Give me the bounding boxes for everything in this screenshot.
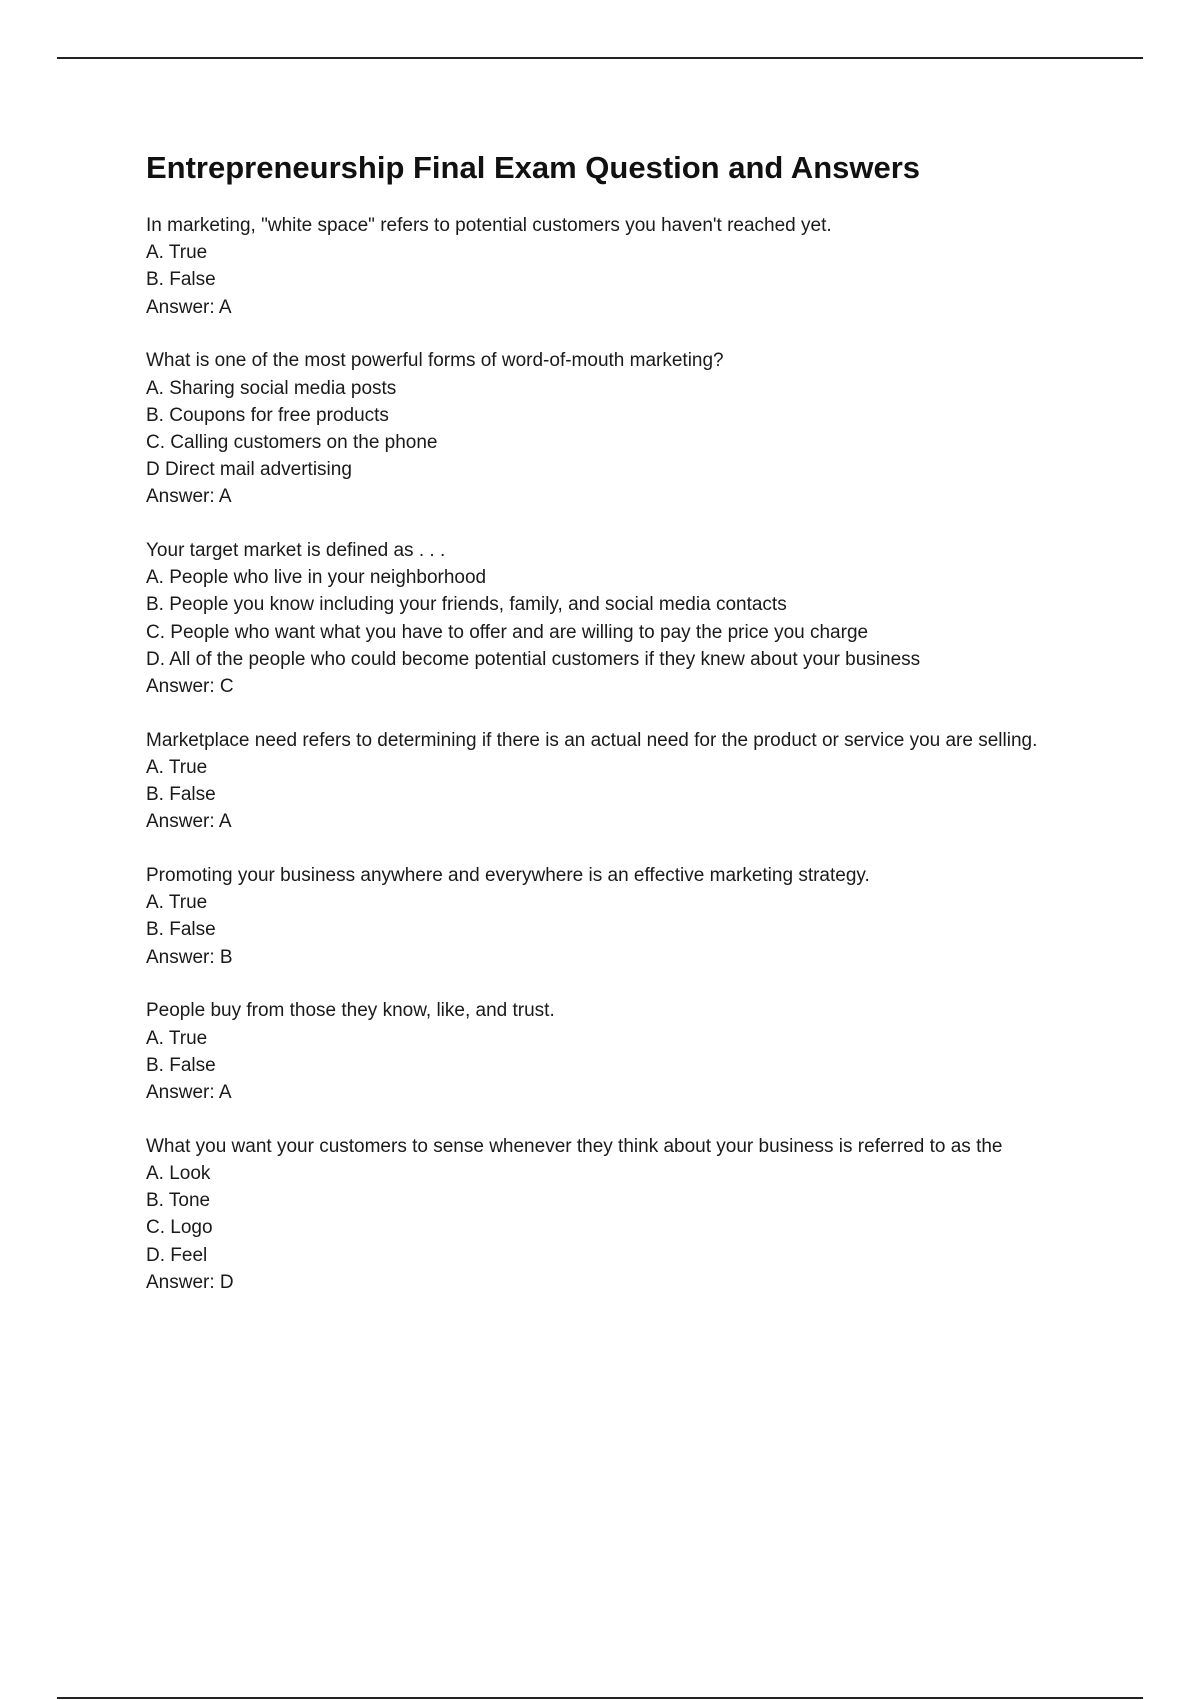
option: B. Coupons for free products — [146, 404, 389, 426]
option: A. True — [146, 892, 208, 914]
answer: Answer: A — [146, 1081, 232, 1103]
option: B. False — [146, 919, 216, 941]
option: A. True — [146, 1027, 208, 1049]
answer: Answer: B — [146, 946, 233, 968]
answer: Answer: A — [146, 811, 232, 833]
option: B. False — [146, 784, 216, 806]
question-text: What is one of the most powerful forms of word-of-mouth marketing? — [146, 350, 724, 372]
page-title: Entrepreneurship Final Exam Question and Answers — [146, 150, 921, 185]
document-body — [146, 146, 1086, 1322]
option: A. True — [146, 242, 208, 264]
question-block — [146, 212, 1086, 321]
option: B. People you know including your friends, family, and social media contacts — [146, 594, 787, 616]
question-block — [146, 537, 1086, 700]
question-text: People buy from those they know, like, and trust. — [146, 1000, 555, 1022]
option: B. False — [146, 1054, 216, 1076]
answer: Answer: A — [146, 296, 232, 318]
option: C. Logo — [146, 1217, 213, 1239]
footer-rule — [57, 1697, 1143, 1699]
question-text: In marketing, "white space" refers to potential customers you haven't reached yet. — [146, 215, 832, 236]
option: C. Calling customers on the phone — [146, 431, 438, 453]
question-text: Your target market is defined as . . . — [146, 540, 446, 562]
option: A. Look — [146, 1162, 211, 1184]
question-block — [146, 727, 1086, 836]
header-rule — [57, 57, 1143, 59]
option: C. People who want what you have to offer and are willing to pay the price you charge — [146, 621, 869, 643]
question-block — [146, 1133, 1086, 1296]
option: A. People who live in your neighborhood — [146, 567, 487, 589]
option: B. False — [146, 269, 216, 291]
question-text: Marketplace need refers to determining if there is an actual need for the product or service you are selling. — [146, 729, 1038, 751]
answer: Answer: D — [146, 1271, 234, 1293]
answer: Answer: A — [146, 486, 232, 508]
option: D Direct mail advertising — [146, 459, 352, 481]
option: A. Sharing social media posts — [146, 377, 397, 399]
question-block — [146, 997, 1086, 1106]
question-block — [146, 347, 1086, 510]
question-block — [146, 862, 1086, 971]
question-text: What you want your customers to sense whenever they think about your business is referred to as the — [146, 1135, 1003, 1157]
question-text: Promoting your business anywhere and everywhere is an effective marketing strategy. — [146, 865, 870, 887]
option: D. All of the people who could become potential customers if they knew about your business — [146, 648, 921, 670]
option: D. Feel — [146, 1244, 208, 1266]
answer: Answer: C — [146, 676, 234, 698]
option: B. Tone — [146, 1190, 211, 1212]
option: A. True — [146, 756, 208, 778]
